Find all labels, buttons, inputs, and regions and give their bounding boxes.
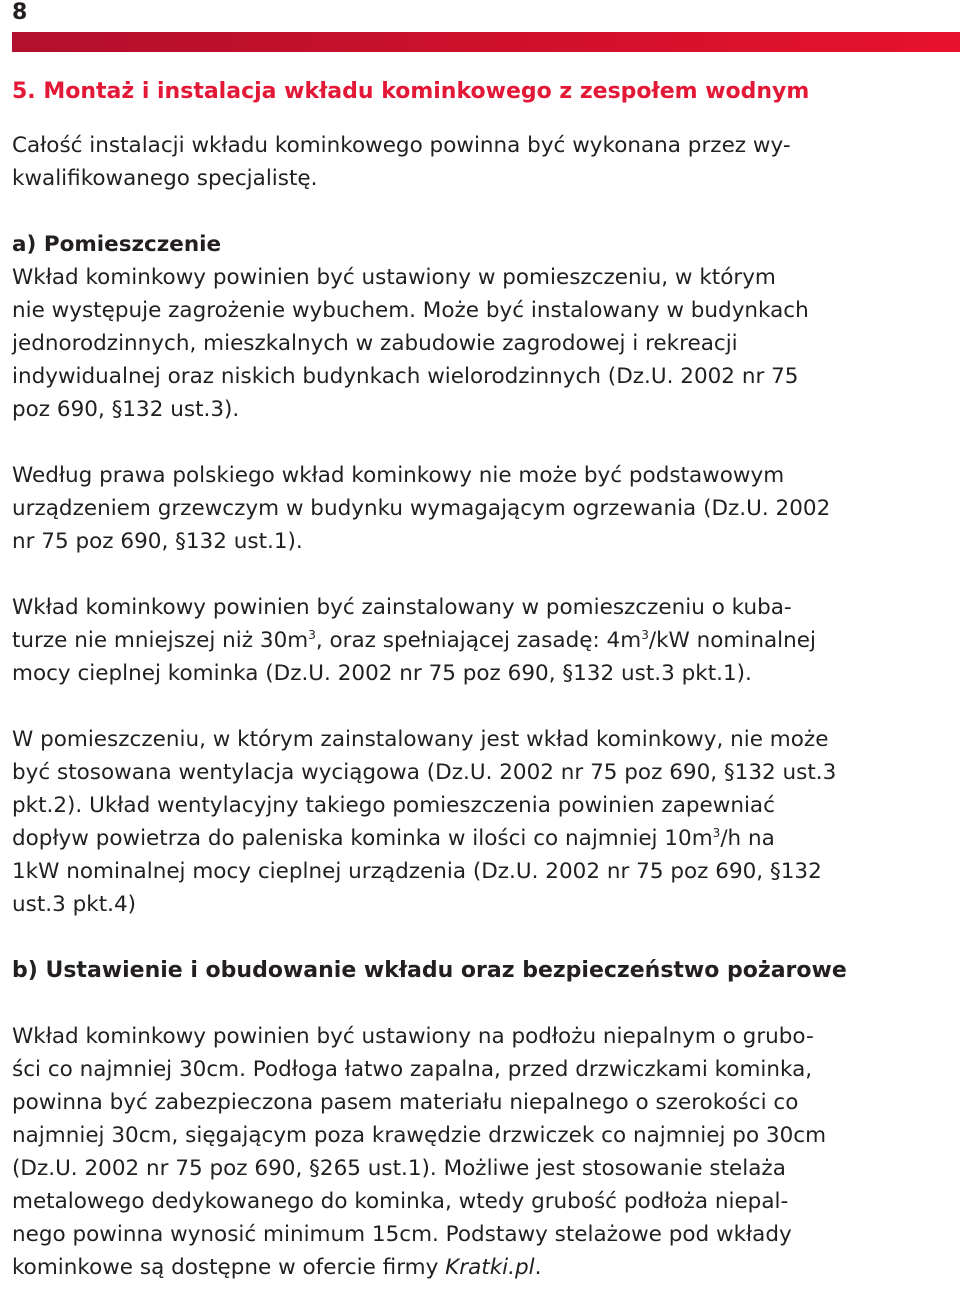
- text-line: /h na: [720, 826, 775, 851]
- subsection-a-heading: a) Pomieszczenie: [12, 232, 222, 257]
- section-heading: 5. Montaż i instalacja wkładu kominkowego z zespołem wodnym: [12, 79, 810, 104]
- text-line: 1kW nominalnej mocy cieplnej urządzenia (Dz.U. 2002 nr 75 poz 690, §132: [12, 859, 822, 884]
- superscript: 3: [308, 627, 316, 642]
- text-line: kwalifikowanego specjalistę.: [12, 166, 318, 191]
- page-content: [12, 72, 952, 1284]
- text-line: pkt.2). Układ wentylacyjny takiego pomieszczenia powinien zapewniać: [12, 793, 775, 818]
- superscript: 3: [641, 627, 649, 642]
- text-line: nego powinna wynosić minimum 15cm. Podstawy stelażowe pod wkłady: [12, 1222, 792, 1247]
- text-line: , oraz spełniającej zasadę: 4m: [315, 628, 642, 653]
- page-number: 8: [12, 0, 28, 25]
- text-line: ust.3 pkt.4): [12, 892, 137, 917]
- text-line: powinna być zabezpieczona pasem materiału niepalnego o szerokości co: [12, 1090, 799, 1115]
- text-line: nie występuje zagrożenie wybuchem. Może być instalowany w budynkach: [12, 298, 809, 323]
- text-line: nr 75 poz 690, §132 ust.1).: [12, 529, 303, 554]
- paragraph: [12, 261, 952, 426]
- subsection-b-heading: b) Ustawienie i obudowanie wkładu oraz bezpieczeństwo pożarowe: [12, 958, 847, 983]
- paragraph: [12, 723, 952, 921]
- text-line: urządzeniem grzewczym w budynku wymagającym ogrzewania (Dz.U. 2002: [12, 496, 831, 521]
- text-line: Wkład kominkowy powinien być zainstalowany w pomieszczeniu o kuba-: [12, 595, 792, 620]
- text-line: Wkład kominkowy powinien być ustawiony w pomieszczeniu, w którym: [12, 265, 776, 290]
- text-line: W pomieszczeniu, w którym zainstalowany jest wkład kominkowy, nie może: [12, 727, 829, 752]
- text-line: Całość instalacji wkładu kominkowego powinna być wykonana przez wy-: [12, 133, 791, 158]
- paragraph: [12, 1020, 952, 1284]
- text-line: poz 690, §132 ust.3).: [12, 397, 240, 422]
- text-line: (Dz.U. 2002 nr 75 poz 690, §265 ust.1). Możliwe jest stosowanie stelaża: [12, 1156, 786, 1181]
- header-red-bar: [12, 32, 960, 52]
- brand-name: Kratki.pl: [445, 1255, 535, 1280]
- text-line: indywidualnej oraz niskich budynkach wielorodzinnych (Dz.U. 2002 nr 75: [12, 364, 799, 389]
- text-line: mocy cieplnej kominka (Dz.U. 2002 nr 75 poz 690, §132 ust.3 pkt.1).: [12, 661, 752, 686]
- text-line: ści co najmniej 30cm. Podłoga łatwo zapalna, przed drzwiczkami kominka,: [12, 1057, 813, 1082]
- text-line: turze nie mniejszej niż 30m: [12, 628, 309, 653]
- text-line: .: [534, 1255, 542, 1280]
- text-line: kominkowe są dostępne w ofercie firmy: [12, 1255, 446, 1280]
- text-line: być stosowana wentylacja wyciągowa (Dz.U. 2002 nr 75 poz 690, §132 ust.3: [12, 760, 837, 785]
- text-line: Wkład kominkowy powinien być ustawiony na podłożu niepalnym o grubo-: [12, 1024, 814, 1049]
- text-line: metalowego dedykowanego do kominka, wtedy grubość podłoża niepal-: [12, 1189, 789, 1214]
- text-line: Według prawa polskiego wkład kominkowy nie może być podstawowym: [12, 463, 785, 488]
- text-line: dopływ powietrza do paleniska kominka w ilości co najmniej 10m: [12, 826, 713, 851]
- paragraph: [12, 591, 952, 690]
- superscript: 3: [712, 825, 721, 840]
- paragraph: [12, 459, 952, 558]
- intro-paragraph: [12, 129, 952, 195]
- text-line: /kW nominalnej: [648, 628, 816, 653]
- text-line: jednorodzinnych, mieszkalnych w zabudowie zagrodowej i rekreacji: [12, 331, 738, 356]
- text-line: najmniej 30cm, sięgającym poza krawędzie drzwiczek co najmniej po 30cm: [12, 1123, 827, 1148]
